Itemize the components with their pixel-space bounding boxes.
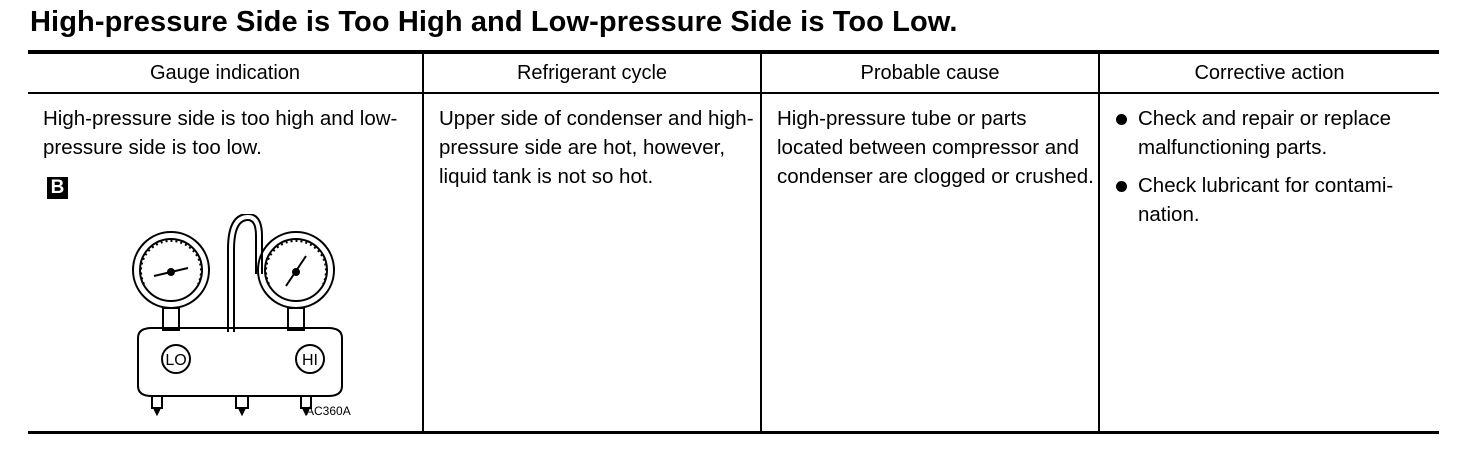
list-item: Check lubricant for contami-nation. — [1114, 171, 1436, 229]
header-cell-cause — [760, 54, 1098, 92]
low-pressure-gauge-icon — [133, 232, 209, 330]
probable-cause-text: High-pressure tube or parts located between compressor and condenser are clogged or crushed. — [777, 107, 1094, 188]
table-header-row — [28, 54, 1439, 94]
gauge-manifold-figure — [116, 214, 376, 429]
refrigerant-cycle-text: Upper side of condenser and high-pressure side are hot, however, liquid tank is not so hot. — [439, 107, 754, 188]
header-cell-cycle — [422, 54, 760, 92]
header-corrective-action: Corrective action — [1194, 62, 1345, 84]
high-pressure-gauge-icon — [258, 232, 334, 330]
cell-gauge-indication — [28, 94, 422, 431]
cell-corrective-action — [1098, 94, 1439, 431]
figure-code: AC360A — [306, 404, 351, 418]
header-probable-cause: Probable cause — [860, 62, 1000, 84]
cell-refrigerant-cycle — [422, 94, 760, 431]
header-refrigerant-cycle: Refrigerant cycle — [516, 62, 668, 84]
page-title: High-pressure Side is Too High and Low-pressure Side is Too Low. — [30, 6, 958, 38]
cell-probable-cause — [760, 94, 1098, 431]
high-label: HI — [302, 352, 318, 369]
table-row — [28, 94, 1439, 431]
figure-badge: B — [47, 177, 68, 199]
header-cell-gauge — [28, 54, 422, 92]
list-item: Check and repair or replace malfunctioning parts. — [1114, 104, 1436, 162]
header-gauge-indication: Gauge indication — [149, 62, 301, 84]
gauge-indication-text: High-pressure side is too high and low-pressure side is too low. — [43, 107, 398, 159]
diagnosis-table — [28, 50, 1439, 434]
header-cell-action — [1098, 54, 1439, 92]
corrective-action-list — [1114, 104, 1436, 238]
low-label: LO — [165, 352, 187, 369]
